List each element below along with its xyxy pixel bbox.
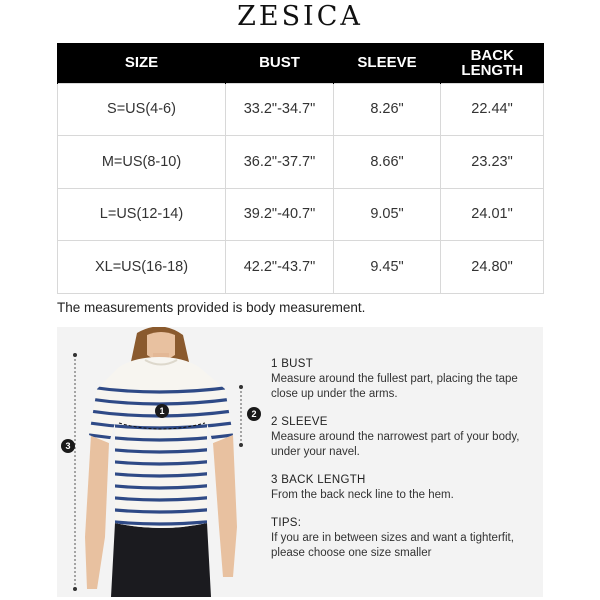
measurement-guide-panel	[57, 327, 543, 597]
cell-sleeve: 8.26"	[334, 83, 441, 136]
cell-size: M=US(8-10)	[58, 136, 226, 189]
header-back-length: BACK LENGTH	[441, 43, 544, 83]
table-row	[58, 136, 544, 189]
cell-bust: 36.2"-37.7"	[226, 136, 334, 189]
instruction-title: TIPS:	[271, 517, 302, 529]
cell-back-length: 24.01"	[441, 188, 544, 241]
table-header-row	[58, 43, 544, 83]
instruction-tips	[271, 516, 531, 561]
table-row	[58, 241, 544, 294]
header-size: SIZE	[58, 43, 226, 83]
header-sleeve: SLEEVE	[334, 43, 441, 83]
instruction-back-length	[271, 473, 531, 503]
cell-sleeve: 9.05"	[334, 188, 441, 241]
cell-size: L=US(12-14)	[58, 188, 226, 241]
instruction-title: 2 SLEEVE	[271, 416, 328, 428]
cell-bust: 42.2"-43.7"	[226, 241, 334, 294]
cell-bust: 39.2"-40.7"	[226, 188, 334, 241]
instruction-title: 1 BUST	[271, 358, 314, 370]
model-photo	[57, 327, 257, 597]
cell-back-length: 22.44"	[441, 83, 544, 136]
measurement-note: The measurements provided is body measurement.	[57, 300, 366, 315]
marker-sleeve: 2	[247, 407, 261, 421]
marker-bust: 1	[155, 404, 169, 418]
table-row	[58, 83, 544, 136]
cell-back-length: 23.23"	[441, 136, 544, 189]
instruction-sleeve	[271, 415, 531, 460]
instruction-text: Measure around the fullest part, placing the tape close up under the arms.	[271, 373, 518, 400]
header-bust: BUST	[226, 43, 334, 83]
instruction-title: 3 BACK LENGTH	[271, 474, 366, 486]
size-chart-table	[57, 43, 544, 294]
instruction-text: From the back neck line to the hem.	[271, 489, 454, 501]
cell-bust: 33.2"-34.7"	[226, 83, 334, 136]
instruction-text: If you are in between sizes and want a tighterfit, please choose one size smaller	[271, 532, 514, 559]
brand-logo: ZESICA	[237, 1, 363, 32]
instruction-text: Measure around the narrowest part of your body, under your navel.	[271, 431, 520, 458]
cell-sleeve: 9.45"	[334, 241, 441, 294]
cell-sleeve: 8.66"	[334, 136, 441, 189]
cell-size: S=US(4-6)	[58, 83, 226, 136]
table-row	[58, 188, 544, 241]
cell-back-length: 24.80"	[441, 241, 544, 294]
instruction-bust	[271, 357, 531, 402]
marker-back-length: 3	[61, 439, 75, 453]
measurement-instructions	[271, 357, 531, 574]
cell-size: XL=US(16-18)	[58, 241, 226, 294]
